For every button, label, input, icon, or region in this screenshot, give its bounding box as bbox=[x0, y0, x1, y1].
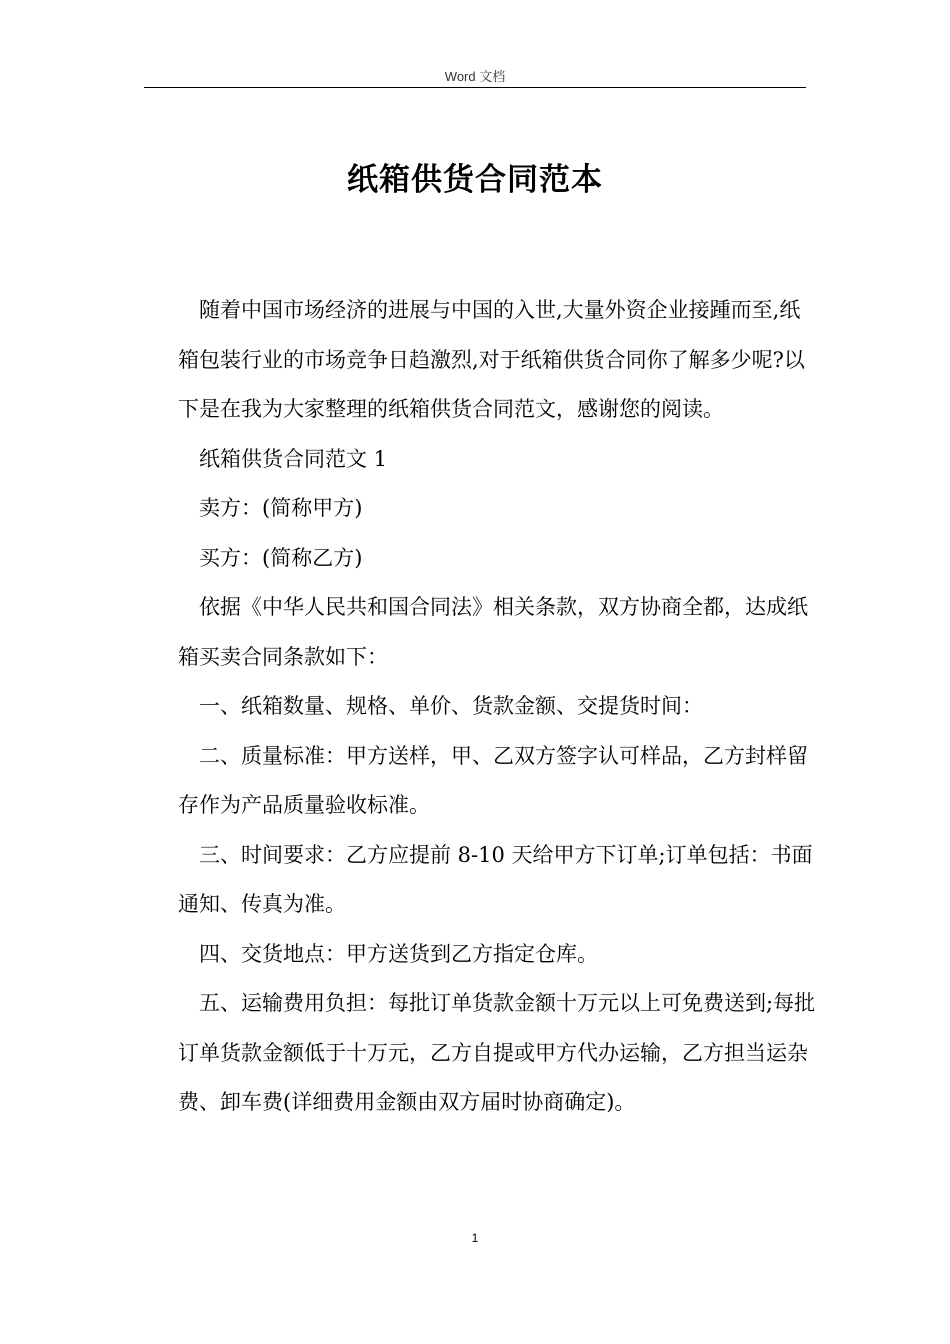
paragraph-intro: 随着中国市场经济的进展与中国的入世,大量外资企业接踵而至,纸箱包装行业的市场竞争日趋激烈,对于纸箱供货合同你了解多少呢?以下是在我为大家整理的纸箱供货合同范文，感谢您的阅读。 bbox=[178, 298, 805, 421]
header-divider bbox=[144, 87, 806, 88]
paragraph-clause-4: 四、交货地点：甲方送货到乙方指定仓库。 bbox=[199, 941, 598, 966]
paragraph-basis: 依据《中华人民共和国合同法》相关条款，双方协商全都，达成纸箱买卖合同条款如下： bbox=[178, 595, 808, 669]
paragraph-buyer: 买方：(简称乙方) bbox=[199, 545, 363, 570]
paragraph-clause-1: 一、纸箱数量、规格、单价、货款金额、交提货时间： bbox=[199, 694, 703, 718]
page-number: 1 bbox=[471, 1231, 479, 1245]
paragraph-clause-3: 三、时间要求：乙方应提前 8-10 天给甲方下订单;订单包括：书面通知、传真为准。 bbox=[178, 842, 813, 916]
paragraph-clause-2: 二、质量标准：甲方送样，甲、乙双方签字认可样品，乙方封样留存作为产品质量验收标准。 bbox=[178, 743, 808, 817]
document-title: 纸箱供货合同范本 bbox=[347, 162, 603, 198]
page-header: Word 文档 bbox=[444, 69, 506, 84]
paragraph-section-heading: 纸箱供货合同范文 1 bbox=[199, 446, 388, 471]
paragraph-seller: 卖方：(简称甲方) bbox=[199, 496, 363, 520]
document-body bbox=[178, 286, 818, 1128]
paragraph-clause-5: 五、运输费用负担：每批订单货款金额十万元以上可免费送到;每批订单货款金额低于十万元，乙方自提或甲方代办运输，乙方担当运杂费、卸车费(详细费用金额由双方届时协商确定)。 bbox=[178, 991, 816, 1114]
